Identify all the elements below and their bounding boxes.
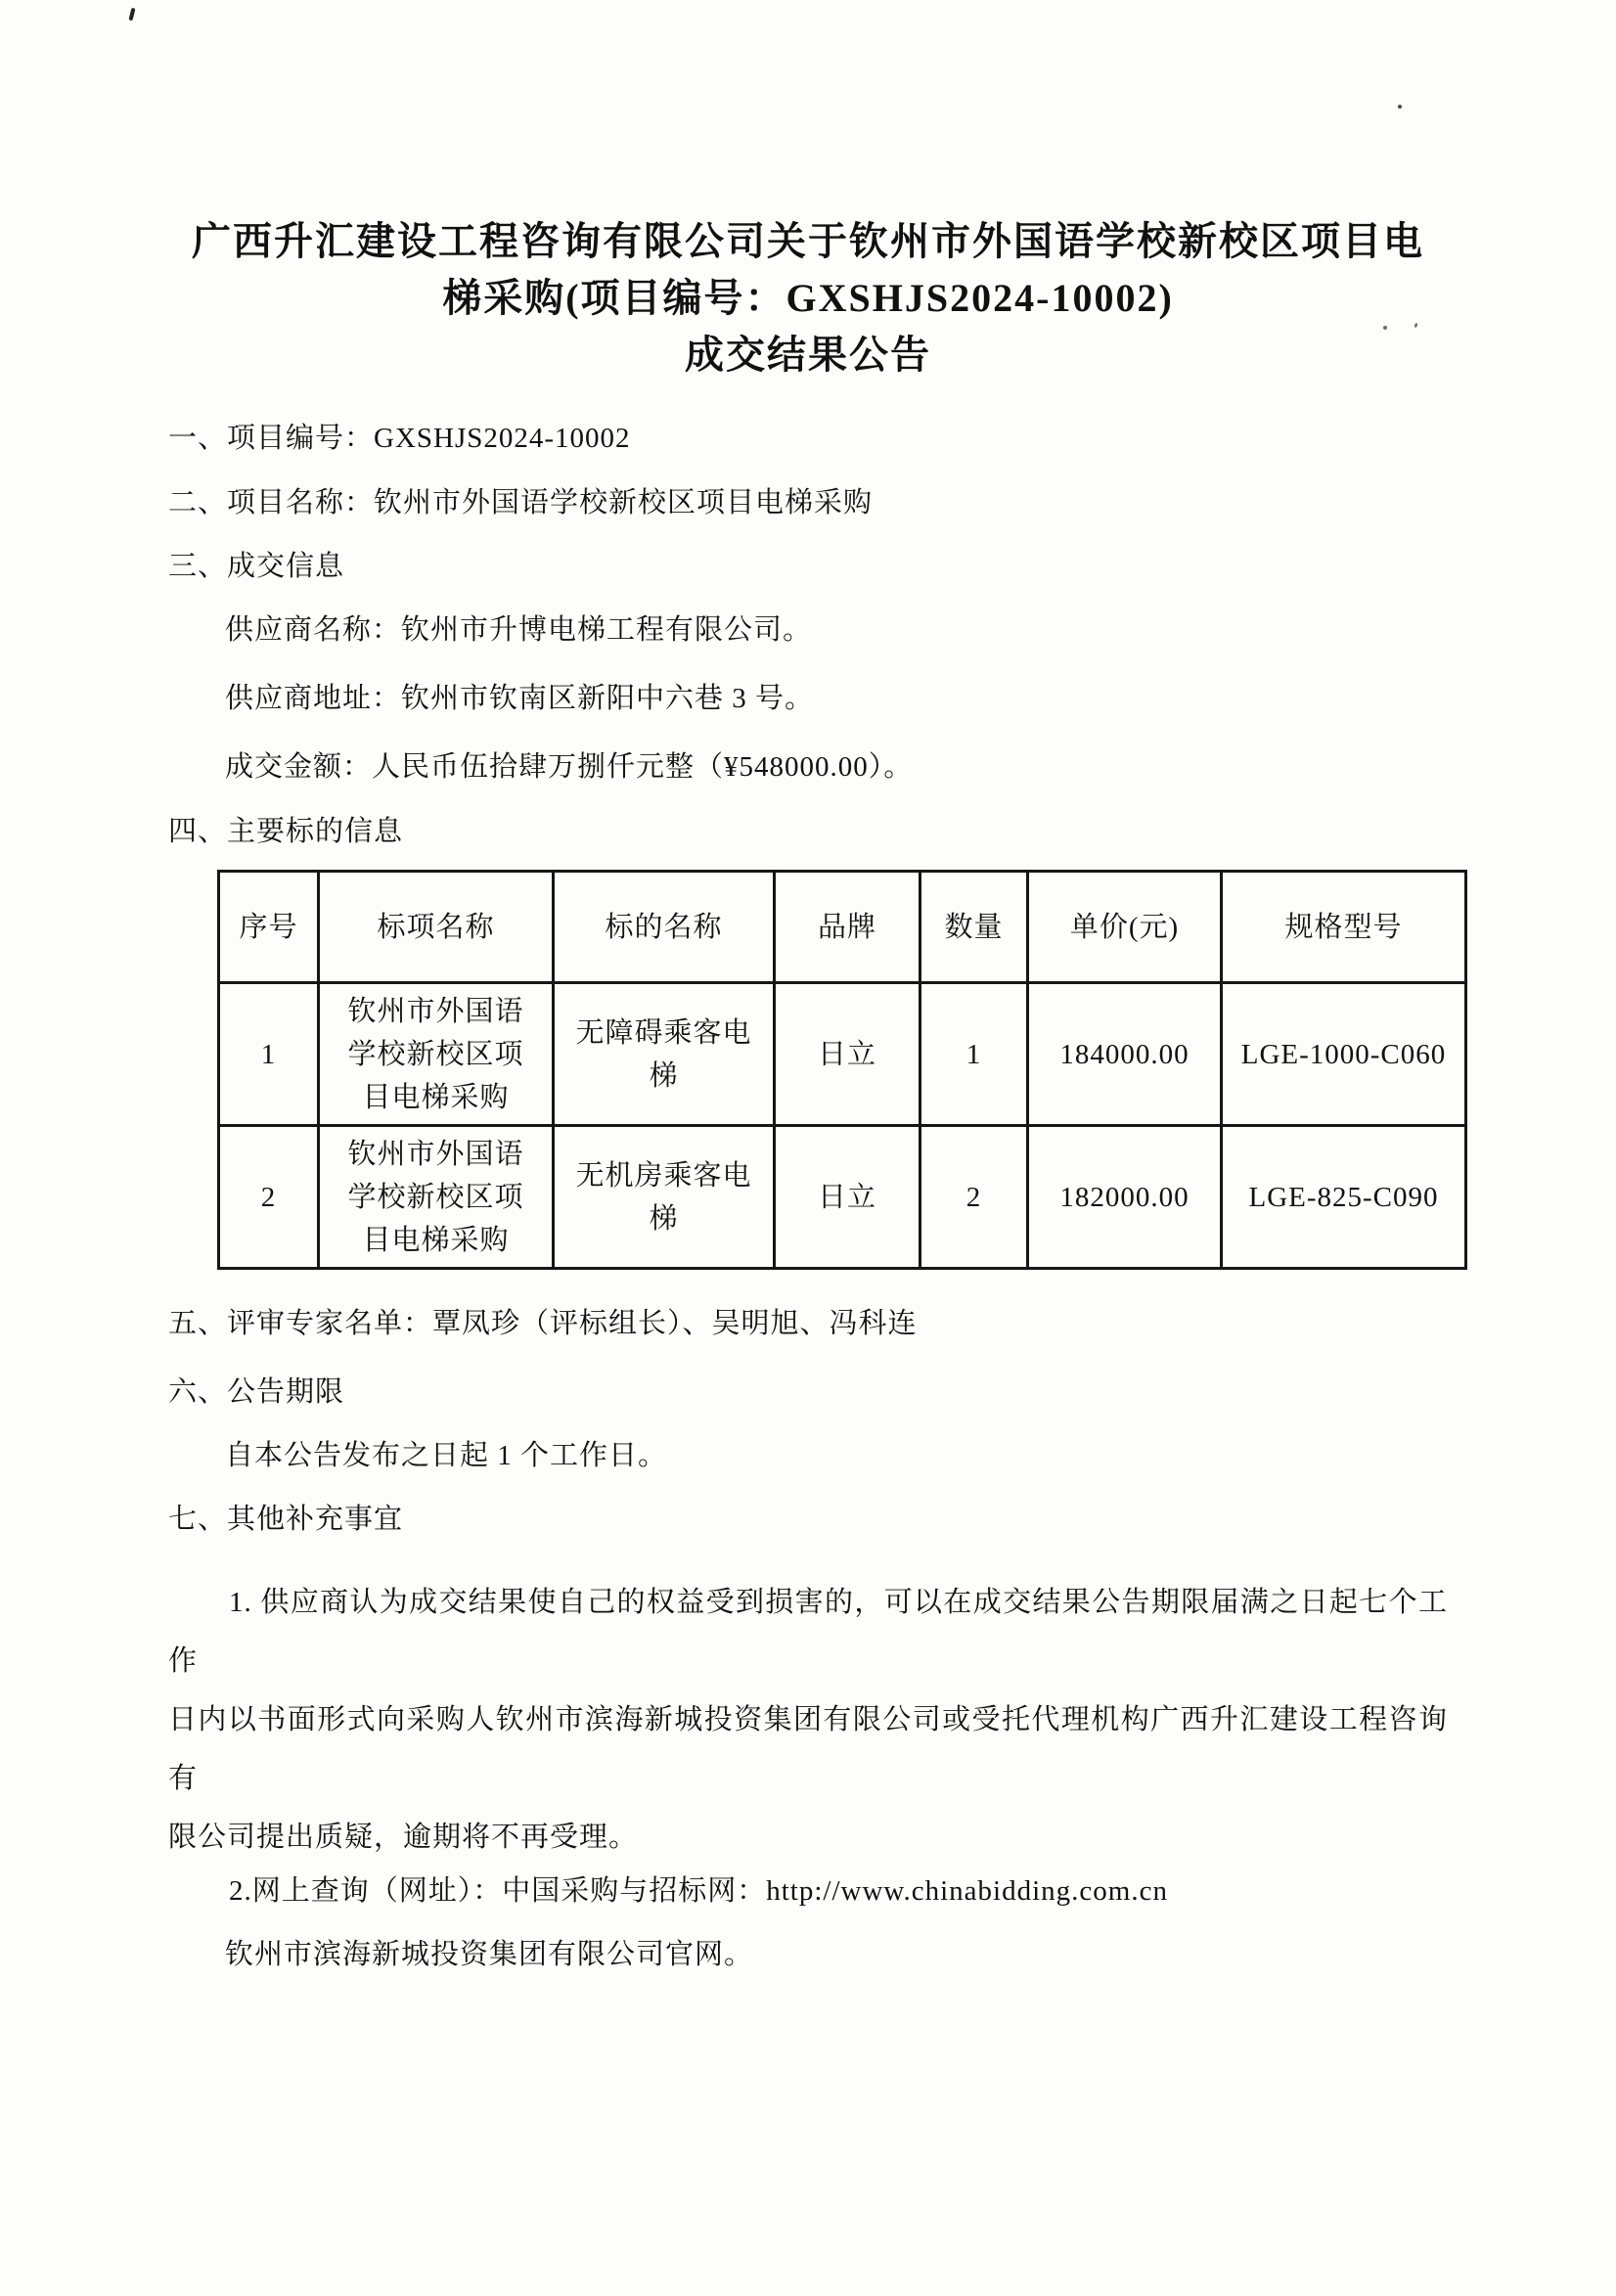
title-line-2: 梯采购(项目编号：GXSHJS2024-10002) bbox=[442, 276, 1174, 320]
document-title bbox=[168, 213, 1448, 383]
supplier-address-line: 供应商地址：钦州市钦南区新阳中六巷 3 号。 bbox=[225, 683, 815, 714]
announcement-period-line: 自本公告发布之日起 1 个工作日。 bbox=[225, 1440, 668, 1471]
column-header-model: 规格型号 bbox=[1222, 872, 1466, 983]
supplier-name-line: 供应商名称：钦州市升博电梯工程有限公司。 bbox=[225, 614, 813, 646]
cell-model: LGE-1000-C060 bbox=[1222, 983, 1466, 1126]
subject-info-heading: 四、主要标的信息 bbox=[168, 816, 404, 847]
scan-artifact-tick bbox=[128, 8, 135, 22]
deal-info-heading: 三、成交信息 bbox=[168, 551, 345, 582]
online-query-line: 2.网上查询（网址）：中国采购与招标网：http://www.chinabidding.com.cn bbox=[229, 1875, 1168, 1907]
cell-subject-name: 无机房乘客电梯 bbox=[554, 1126, 775, 1269]
column-header-brand: 品牌 bbox=[775, 872, 920, 983]
deal-amount-line: 成交金额：人民币伍拾肆万捌仟元整（¥548000.00）。 bbox=[225, 751, 914, 783]
column-header-quantity: 数量 bbox=[920, 872, 1028, 983]
official-site-line: 钦州市滨海新城投资集团有限公司官网。 bbox=[225, 1939, 754, 1970]
cell-brand: 日立 bbox=[775, 983, 920, 1126]
project-number-line: 一、项目编号：GXSHJS2024-10002 bbox=[168, 423, 631, 454]
column-header-lot-name: 标项名称 bbox=[319, 872, 554, 983]
other-matters-heading: 七、其他补充事宜 bbox=[168, 1504, 404, 1535]
cell-lot-name: 钦州市外国语学校新校区项目电梯采购 bbox=[319, 983, 554, 1126]
cell-seq: 2 bbox=[219, 1126, 319, 1269]
column-header-subject-name: 标的名称 bbox=[554, 872, 775, 983]
document-content bbox=[168, 0, 1448, 1974]
table-row bbox=[219, 983, 1466, 1126]
complaint-paragraph-line-2: 日内以书面形式向采购人钦州市滨海新城投资集团有限公司或受托代理机构广西升汇建设工程咨询有 bbox=[168, 1704, 1448, 1794]
column-header-seq: 序号 bbox=[219, 872, 319, 983]
column-header-unit-price: 单价(元) bbox=[1028, 872, 1222, 983]
complaint-paragraph-line-1: 1. 供应商认为成交结果使自己的权益受到损害的，可以在成交结果公告期限届满之日起七个工作 bbox=[168, 1587, 1448, 1677]
table-header-row bbox=[219, 872, 1466, 983]
project-name-line: 二、项目名称：钦州市外国语学校新校区项目电梯采购 bbox=[168, 487, 874, 518]
review-experts-line: 五、评审专家名单：覃凤珍（评标组长）、吴明旭、冯科连 bbox=[168, 1308, 918, 1339]
cell-model: LGE-825-C090 bbox=[1222, 1126, 1466, 1269]
cell-quantity: 1 bbox=[920, 983, 1028, 1126]
cell-subject-name: 无障碍乘客电梯 bbox=[554, 983, 775, 1126]
cell-quantity: 2 bbox=[920, 1126, 1028, 1269]
table-row bbox=[219, 1126, 1466, 1269]
title-line-1: 广西升汇建设工程咨询有限公司关于钦州市外国语学校新校区项目电 bbox=[192, 219, 1424, 263]
announcement-period-heading: 六、公告期限 bbox=[168, 1376, 345, 1408]
title-line-3: 成交结果公告 bbox=[685, 333, 931, 377]
cell-lot-name: 钦州市外国语学校新校区项目电梯采购 bbox=[319, 1126, 554, 1269]
subject-table bbox=[217, 870, 1467, 1270]
cell-seq: 1 bbox=[219, 983, 319, 1126]
complaint-paragraph-line-3: 限公司提出质疑，逾期将不再受理。 bbox=[168, 1822, 639, 1853]
cell-unit-price: 184000.00 bbox=[1028, 983, 1222, 1126]
cell-unit-price: 182000.00 bbox=[1028, 1126, 1222, 1269]
cell-brand: 日立 bbox=[775, 1126, 920, 1269]
